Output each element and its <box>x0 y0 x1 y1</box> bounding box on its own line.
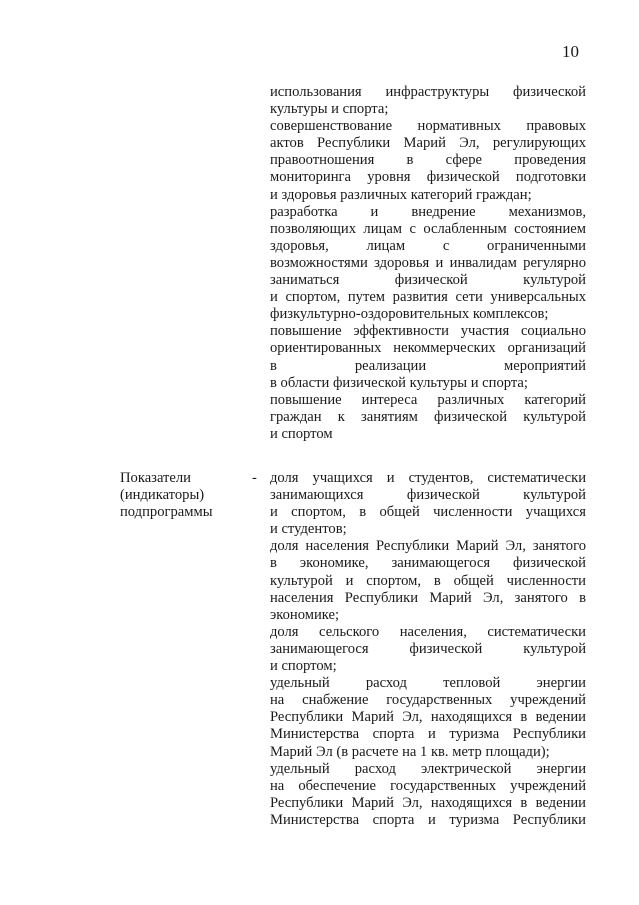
text-line: Марий Эл (в расчете на 1 кв. метр площади); <box>270 743 550 760</box>
text-line: доля населения Республики Марий Эл, занятого <box>270 538 586 555</box>
text-line: физкультурно-оздоровительных комплексов; <box>270 306 549 323</box>
text-line: занимающихся физической культурой <box>270 487 586 504</box>
text-line: повышение эффективности участия социально <box>270 323 586 340</box>
text-line: граждан к занятиям физической культурой <box>270 408 586 425</box>
text-line: доля учащихся и студентов, систематически <box>270 470 586 486</box>
text-line: заниматься физической культурой <box>270 272 586 289</box>
text-line: и здоровья различных категорий граждан; <box>270 186 532 203</box>
text-line: на снабжение государственных учреждений <box>270 692 586 709</box>
text-line: Министерства спорта и туризма Республики <box>270 811 586 828</box>
label-line: (индикаторы) <box>120 487 205 504</box>
text-line: в экономике, занимающегося физической <box>270 555 586 572</box>
text-line: экономике; <box>270 606 340 623</box>
text-line: и спортом <box>270 425 333 442</box>
text-line: использования инфраструктуры физической <box>270 84 586 100</box>
text-line: позволяющих лицам с ослабленным состоянием <box>270 220 586 237</box>
text-line: Республики Марий Эл, находящихся в ведении <box>270 794 586 811</box>
text-line: здоровья, лицам с ограниченными <box>270 237 586 254</box>
text-line: и студентов; <box>270 521 347 538</box>
page-number: 10 <box>562 42 579 61</box>
text-line: населения Республики Марий Эл, занятого в <box>270 589 586 606</box>
label-line: Показатели <box>120 470 191 486</box>
label-dash: - <box>252 470 257 486</box>
text-line: повышение интереса различных категорий <box>270 391 586 408</box>
text-line: совершенствование нормативных правовых <box>270 118 586 135</box>
text-line: разработка и внедрение механизмов, <box>270 203 586 220</box>
indicators-label <box>120 470 250 521</box>
text-line: актов Республики Марий Эл, регулирующих <box>270 135 586 152</box>
top-text-block <box>270 84 586 443</box>
text-line: правоотношения в сфере проведения <box>270 152 586 169</box>
text-line: Республики Марий Эл, находящихся в ведении <box>270 709 586 726</box>
text-line: удельный расход электрической энергии <box>270 760 586 777</box>
text-line: и спортом, в общей численности учащихся <box>270 504 586 521</box>
text-line: возможностями здоровья и инвалидам регулярно <box>270 254 586 271</box>
text-line: в области физической культуры и спорта; <box>270 374 528 391</box>
indicators-text-block <box>270 470 586 829</box>
label-line: подпрограммы <box>120 504 213 521</box>
text-line: доля сельского населения, систематически <box>270 623 586 640</box>
text-line: и спортом; <box>270 658 337 675</box>
text-line: занимающегося физической культурой <box>270 640 586 657</box>
text-line: культурой и спортом, в общей численности <box>270 572 586 589</box>
text-line: на обеспечение государственных учреждений <box>270 777 586 794</box>
text-line: культуры и спорта; <box>270 101 389 118</box>
text-line: мониторинга уровня физической подготовки <box>270 169 586 186</box>
text-line: и спортом, путем развития сети универсальных <box>270 289 586 306</box>
text-line: ориентированных некоммерческих организаций <box>270 340 586 357</box>
text-line: Министерства спорта и туризма Республики <box>270 726 586 743</box>
text-line: в реализации мероприятий <box>270 357 586 374</box>
text-line: удельный расход тепловой энергии <box>270 675 586 692</box>
